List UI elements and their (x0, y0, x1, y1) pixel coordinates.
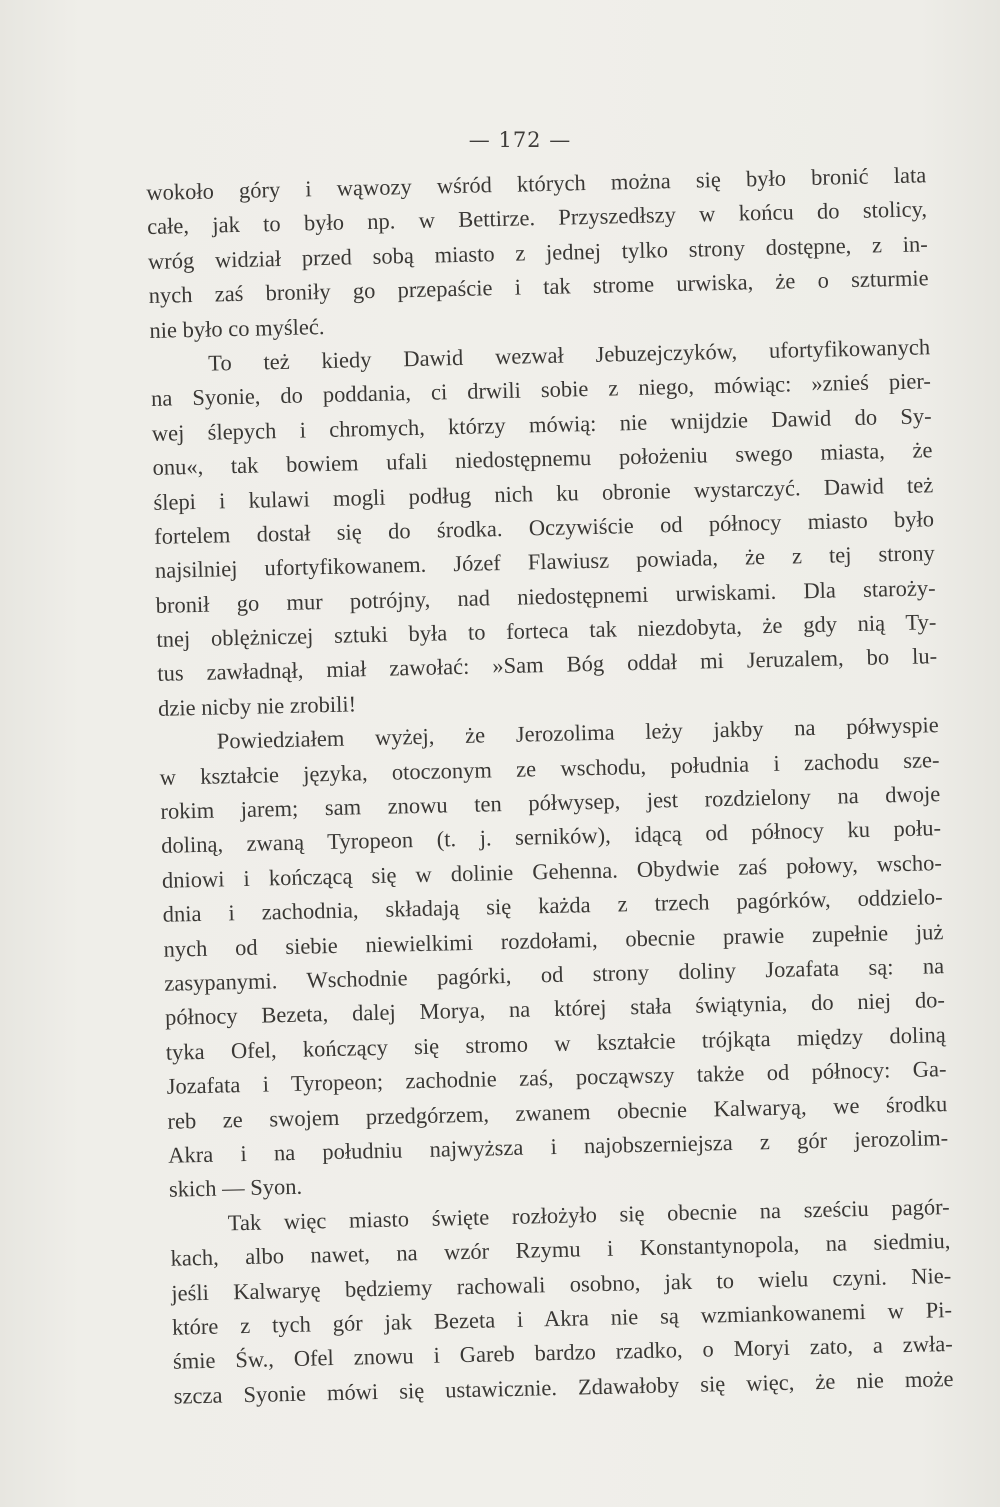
text-line: zasypanymi. Wschodnie pagórki, od strony doliny Jozafata są: na (164, 953, 945, 996)
text-line: szcza Syonie mówi się ustawicznie. Zdawałoby się więc, że nie może (173, 1365, 954, 1409)
text-line: tnej oblężniczej sztuki była to forteca tak niezdobyta, że gdy nią Ty- (156, 609, 937, 652)
text-line: śmie Św., Ofel znowu i Gareb bardzo rzadko, o Moryi zato, a zwła- (172, 1331, 953, 1374)
text-line: wej ślepych i chromych, którzy mówią: nie wnijdzie Dawid do Sy- (151, 402, 932, 446)
text-line: To też kiedy Dawid wezwał Jebuzejczyków, ufortyfikowanych (207, 334, 931, 376)
text-line: doliną, zwaną Tyropeon (t. j. serników), idącą od północy ku połu- (160, 815, 942, 859)
text-line: dniowi i kończącą się w dolinie Gehenna. Obydwie zaś połowy, wscho- (161, 849, 943, 893)
page-number: — 172 — (468, 128, 572, 152)
text-line: skich — Syon. (168, 1174, 303, 1203)
text-line: ślepi i kulawi mogli podług nich ku obronie wystarczyć. Dawid też (153, 471, 934, 515)
text-line: nych zaś broniły go przepaście i tak strome urwiska, że o szturmie (148, 265, 929, 309)
paragraph (169, 1190, 953, 1414)
text-line: Powiedziałem wyżej, że Jerozolima leży jakby na półwyspie (216, 712, 939, 754)
text-line: Jozafata i Tyropeon; zachodnie zaś, począwszy także od północy: Ga- (166, 1056, 947, 1099)
text-line: północy Bezeta, dalej Morya, na której stała świątynia, do niej do- (164, 987, 946, 1031)
text-line: całe, jak to było np. w Bettirze. Przyszedłszy w końcu do stolicy, (146, 196, 928, 240)
paragraph (146, 158, 930, 348)
text-line: onu«, tak bowiem ufali niedostępnemu położeniu swego miasta, że (152, 437, 933, 481)
text-line: tyka Ofel, kończący się stromo w kształcie trójkąta między doliną (165, 1021, 946, 1065)
text-line: w kształcie języka, otoczonym ze wschodu, południa i zachodu sze- (159, 746, 940, 790)
paragraph (158, 708, 949, 1207)
text-line: dzie nicby nie zrobili! (157, 691, 357, 721)
text-line: Akra i na południu najwyższa i najobszerniejsza z gór jerozolim- (167, 1124, 949, 1168)
text-line: Tak więc miasto święte rozłożyło się obecnie na sześciu pagór- (227, 1193, 950, 1236)
paragraph (150, 330, 938, 726)
text-line: dnia i zachodnia, składają się każda z trzech pagórków, oddzielo- (162, 884, 943, 928)
body-text (146, 158, 954, 1413)
text-line: najsilniej ufortyfikowanem. Józef Flawiusz powiada, że z tej strony (154, 540, 936, 584)
text-line: tus zawładnął, miał zawołać: »Sam Bóg oddał mi Jeruzalem, bo lu- (157, 643, 938, 687)
text-line: bronił go mur potrójny, nad niedostępnemi urwiskami. Dla staroży- (155, 574, 936, 618)
text-line: reb ze swojem przedgórzem, zwanem obecnie Kalwaryą, we środku (167, 1090, 948, 1134)
text-line: wróg widział przed sobą miasto z jednej tylko strony dostępne, z in- (147, 231, 929, 274)
text-line: na Syonie, do poddania, ci drwili sobie z niego, mówiąc: »znieś pier- (150, 368, 932, 412)
text-line: nych od siebie niewielkimi rozdołami, obecnie prawie zupełnie już (163, 918, 944, 962)
text-line: nie było co myśleć. (149, 313, 325, 343)
text-line: rokim jarem; sam znowu ten półwysep, jest rozdzielony na dwoje (160, 781, 941, 824)
text-line: fortelem dostał się do środka. Oczywiście od północy miasto było (153, 506, 935, 549)
text-line: jeśli Kalwaryę będziemy rachowali osobno, jak to wielu czyni. Nie- (171, 1262, 952, 1306)
text-line: wokoło góry i wąwozy wśród których można się było bronić lata (146, 162, 927, 205)
text-line: które z tych gór jak Bezeta i Akra nie są wzmiankowanemi w Pi- (171, 1296, 953, 1340)
text-line: kach, albo nawet, na wzór Rzymu i Konstantynopola, na siedmiu, (170, 1228, 951, 1271)
